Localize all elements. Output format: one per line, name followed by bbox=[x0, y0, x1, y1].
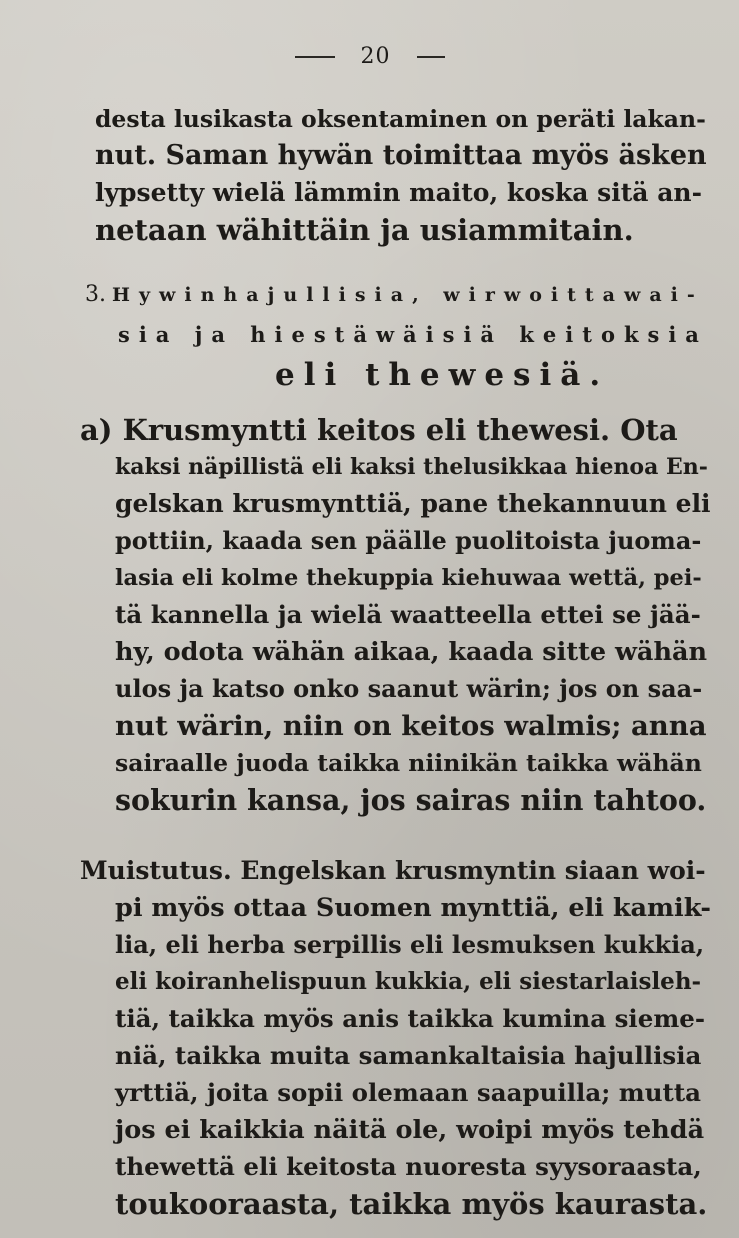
text-line: Muistutus. Engelskan krusmyntin siaan woi- bbox=[80, 856, 706, 885]
header-rule-left bbox=[295, 56, 335, 58]
text-line: tiä, taikka myös anis taikka kumina sieme- bbox=[115, 1004, 706, 1033]
section-heading-line: eli thewesiä. bbox=[275, 357, 610, 393]
header-rule-right bbox=[417, 56, 445, 58]
text-line: netaan wähittäin ja usiammitain. bbox=[95, 213, 634, 247]
text-line: hy, odota wähän aikaa, kaada sitte wähän bbox=[115, 637, 708, 667]
text-line: jos ei kaikkia näitä ole, woipi myös tehdä bbox=[115, 1115, 705, 1145]
text-line: tä kannella ja wielä waatteella ettei se jää- bbox=[115, 600, 701, 629]
text-line: sokurin kansa, jos sairas niin tahtoo. bbox=[115, 783, 707, 817]
text-line: eli koiranhelispuun kukkia, eli siestarlaisleh- bbox=[115, 968, 702, 995]
page-header bbox=[0, 44, 739, 69]
text-line: desta lusikasta oksentaminen on peräti lakan- bbox=[95, 105, 706, 133]
text-line: yrttiä, joita sopii olemaan saapuilla; mutta bbox=[115, 1078, 702, 1107]
text-line: nut wärin, niin on keitos walmis; anna bbox=[115, 710, 707, 742]
text-line: kaksi näpillistä eli kaksi thelusikkaa hienoa En- bbox=[115, 454, 708, 480]
text-line: toukooraasta, taikka myös kaurasta. bbox=[115, 1187, 708, 1221]
text-line: thewettä eli keitosta nuoresta syysoraasta, bbox=[115, 1152, 702, 1181]
text-line: pottiin, kaada sen päälle puolitoista juoma- bbox=[115, 526, 702, 555]
text-line: nut. Saman hywän toimittaa myös äsken bbox=[95, 140, 707, 171]
section-heading-text: Hywinhajullisia, wirwoittawai- bbox=[112, 284, 704, 306]
text-line: lia, eli herba serpillis eli lesmuksen kukkia, bbox=[115, 930, 705, 959]
text-line: ulos ja katso onko saanut wärin; jos on saa- bbox=[115, 674, 703, 703]
text-line: lypsetty wielä lämmin maito, koska sitä an- bbox=[95, 178, 702, 207]
section-heading-line bbox=[85, 276, 704, 314]
section-heading-line: sia ja hiestäwäisiä keitoksia bbox=[118, 322, 708, 347]
text-line: sairaalle juoda taikka niinikän taikka wähän bbox=[115, 749, 702, 777]
text-line: niä, taikka muita samankaltaisia hajullisia bbox=[115, 1041, 702, 1070]
text-line: gelskan krusmynttiä, pane thekannuun eli bbox=[115, 489, 711, 518]
text-line: a) Krusmyntti keitos eli thewesi. Ota bbox=[80, 413, 678, 447]
text-line: lasia eli kolme thekuppia kiehuwaa wettä, pei- bbox=[115, 565, 702, 591]
section-number: 3. bbox=[85, 282, 106, 307]
page-number: 20 bbox=[360, 44, 391, 69]
text-line: pi myös ottaa Suomen mynttiä, eli kamik- bbox=[115, 893, 711, 923]
